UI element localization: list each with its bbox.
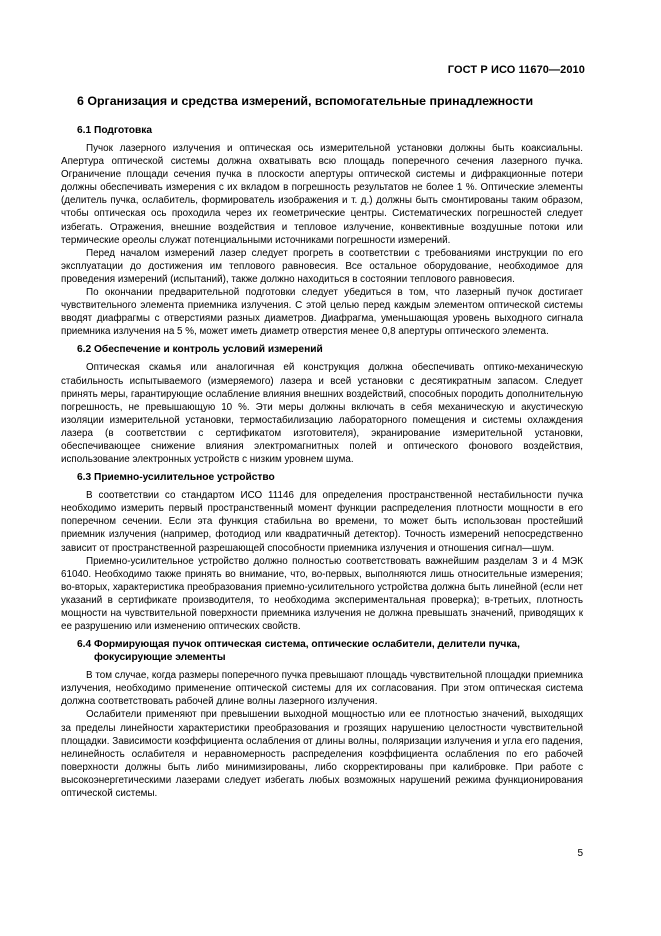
paragraph: Пучок лазерного излучения и оптическая ось измерительной установки должны быть коаксиальны. Апертура оптической системы должна охватывать всю площадь поперечного сечения лазерного пучка. Ограничение площади сечения пучка в плоскости апертуры оптической системы и дифракционные потери должны обеспечивать измерения с их вкладом в погрешность результатов не более 1 %. Оптические элементы (делитель пучка, ослабитель, формирователь изображения и т. д.) должны быть смонтированы таким образом, чтобы оптическая ось проходила через их геометрические центры. Систематических погрешностей следует избегать. Отражения, внешние воздействия и тепловое излучение, конвективные воздушные потоки или термические ореолы служат потенциальными источниками погрешности измерений. <box>61 143 583 246</box>
subsection-6-4-heading: 6.4 Формирующая пучок оптическая система, оптические ослабители, делители пучка, фокусирующие элементы <box>77 639 520 664</box>
document-body <box>61 93 583 800</box>
subsection-6-3-heading: 6.3 Приемно-усилительное устройство <box>77 472 275 484</box>
paragraph: В том случае, когда размеры поперечного пучка превышают площадь чувствительной площадки приемника излучения, необходимо применение оптической системы для их согласования. При этом оптическая система должна соответствовать рабочей длине волны лазерного излучения. <box>61 670 583 708</box>
subsection-6-1-heading: 6.1 Подготовка <box>77 125 153 136</box>
section-6-heading: 6 Организация и средства измерений, вспомогательные принадлежности <box>77 94 534 108</box>
paragraph: Ослабители применяют при превышении выходной мощностью или ее плотностью значений, выходящих за пределы линейности характеристики преобразования и грозящих нарушению целостности чувствительной площадки. Зависимости коэффициента ослабления от длины волны, поляризации излучения и угла его падения, нелинейность ослабителя и неравномерность распределения коэффициента ослабления по его рабочей поверхности должны быть либо минимизированы, либо скорректированы при калибровке. При работе с высокоэнергетическими лазерами следует избегать любых возможных нарушений режима функционирования оптической системы. <box>61 709 583 800</box>
paragraph: В соответствии со стандартом ИСО 11146 для определения пространственной нестабильности пучка необходимо измерить первый пространственный момент функции распределения плотности мощности в его поперечном сечении. Если эта функция стабильна во времени, то может быть использован простейший приемник излучения (например, фотодиод или квадратичный детектор). Точность измерений непосредственно зависит от пространственной разрешающей способности приемника излучения и отношения сигнал—шум. <box>61 490 583 554</box>
page-number: 5 <box>577 848 583 859</box>
document-code: ГОСТ Р ИСО 11670—2010 <box>447 64 585 76</box>
paragraph: Перед началом измерений лазер следует прогреть в соответствии с требованиями инструкции по его эксплуатации до достижения им теплового равновесия. Все остальное оборудование, необходимое для проведения измерений (испытаний), также должно находиться в состоянии теплового равновесия. <box>61 247 583 285</box>
paragraph: Приемно-усилительное устройство должно полностью соответствовать важнейшим разделам 3 и 4 МЭК 61040. Необходимо также принять во внимание, что, во-первых, выполняются лишь относительные измерения; во-вторых, характеристика преобразования приемно-усилительного устройства должна быть линейной (если нет указаний в сертификате производителя, то необходима экспериментальная проверка); в-третьих, плотность мощности на чувствительной поверхности приемника излучения не должна превышать значений, приводящих к ее разрушению или изменению оптических свойств. <box>61 555 583 633</box>
paragraph: По окончании предварительной подготовки следует убедиться в том, что лазерный пучок достигает чувствительного элемента приемника излучения. С этой целью перед каждым элементом оптической системы вводят диафрагмы с отверстиями разных диаметров. Диафрагма, уменьшающая уровень выходного сигнала приемника излучения на 5 %, может иметь диаметр отверстия менее 0,8 апертуры оптического элемента. <box>61 287 583 338</box>
paragraph: Оптическая скамья или аналогичная ей конструкция должна обеспечивать оптико-механическую стабильность испытываемого (измеряемого) лазера и всей установки с десятикратным запасом. Следует принять меры, гарантирующие ослабление влияния внешних воздействий, способных породить дополнительную погрешность, не превышающую 10 %. Эти меры должны включать в себя механическую и акустическую изоляции измерительной установки, термостабилизацию лабораторного помещения и системы охлаждения лазера (в соответствии с сертификатом изготовителя), экранирование измерительной установки, обеспечивающее снижение влияния электромагнитных полей и оптического фонового воздействия, использование электронных устройств с низким уровнем шума. <box>61 362 583 466</box>
subsection-6-2-heading: 6.2 Обеспечение и контроль условий измерений <box>77 344 323 356</box>
